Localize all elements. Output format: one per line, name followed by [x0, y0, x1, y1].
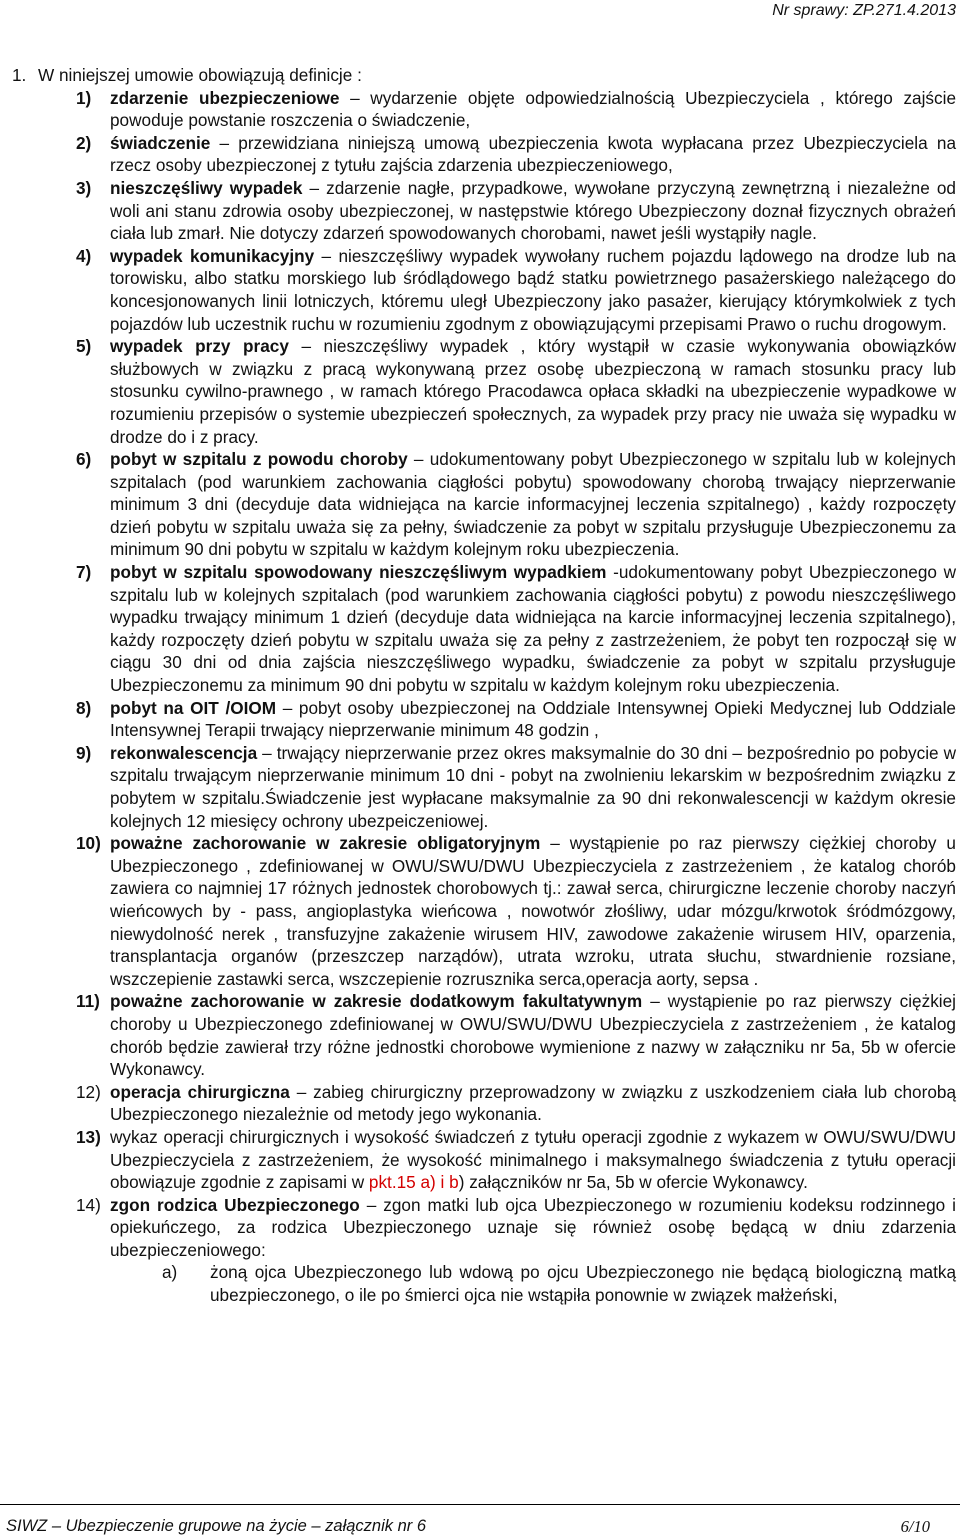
item-text	[110, 245, 956, 335]
item-term: pobyt w szpitalu z powodu choroby	[110, 449, 408, 470]
item-definition: – nieszczęśliwy wypadek , który wystąpił w czasie wykonywania obowiązków służbowych w związku z pracą wykonywaną przez osobę ubezpieczoną w ramach stosunku pracy lub stosunku cywilno-prawnego , w ramach którego Pracodawca opłaca składki na ubezpieczenie wypadkowe w rozumieniu przepisów o systemie ubezpieczeń społecznych, za wypadek przy pracy nie uważa się wypadku w drodze do i z pracy.	[110, 336, 956, 447]
definition-item	[0, 1081, 956, 1126]
item-definition: -udokumentowany pobyt Ubezpieczonego w szpitalu lub w kolejnych szpitalach (pod warunkiem zachowania ciągłości pobytu) z powodu nieszczęśliwego wypadku trwający minimum 1 dzień (decyduje data widniejąca na karcie informacyjnej leczenia szpitalnego), każdy rozpoczęty dzień pobytu w szpitalu uważa się za pełny z zastrzeżeniem, że pobyt ten rozpoczął się w ciągu 30 dni od dnia zajścia nieszczęśliwego wypadku, świadczenie za pobyt w szpitalu przysługuje Ubezpieczonemu za minimum 90 dni pobytu w szpitalu w każdym kolejnym roku ubezpieczenia.	[110, 562, 957, 696]
item-term: poważne zachorowanie w zakresie dodatkowym fakultatywnym	[110, 991, 643, 1012]
item-definition-continued: ) załączników nr 5a, 5b w ofercie Wykonawcy.	[458, 1172, 808, 1193]
document-body	[0, 64, 956, 1307]
item-number: 2)	[76, 132, 92, 153]
item-text	[110, 697, 956, 742]
item-text	[110, 335, 956, 448]
definition-item	[0, 990, 956, 1080]
page-number: 6/10	[900, 1517, 930, 1536]
definition-item	[0, 561, 956, 697]
item-definition: – udokumentowany pobyt Ubezpieczonego w szpitalu lub w kolejnych szpitalach (pod warunkiem zachowania ciągłości pobytu) spowodowany chorobą trwający nieprzerwanie minimum 3 dni (decyduje data widniejąca na karcie informacyjnej leczenia szpitalnego) , każdy rozpoczęty dzień pobytu w szpitalu uważa się za pełny, świadczenie za pobyt w szpitalu przysługuje Ubezpieczonemu za minimum 90 dni pobytu w szpitalu w każdym kolejnym roku ubezpieczenia.	[110, 449, 956, 560]
item-definition: – wydarzenie objęte odpowiedzialnością Ubezpieczyciela , którego zajście powoduje powstanie roszczenia o świadczenie,	[110, 87, 956, 131]
item-definition: – wystąpienie po raz pierwszy ciężkiej choroby u Ubezpieczonego , zdefiniowanej w OWU/SWU/DWU Ubezpieczyciela z zastrzeżeniem , że katalog chorób zawiera co najmniej 17 różnych jednostek chorobowych tj.: zawał serca, chirurgiczne leczenie choroby naczyń wieńcowych by - pass, angioplastyka wieńcowa , nowotwór złośliwy, udar mózgu/krwotok śródmózgowy, niewydolność nerek , transfuzyjne zakażenie wirusem HIV, zawodowe zakażenie wirusem HIV, oparzenia, transplantacja organów (przeszczep narządów), utrata wzroku, utrata słuchu, stwardnienie rozsiane, wszczepienie zastawki serca, wszczepienie rozrusznika serca,operacja aorty, sepsa .	[110, 833, 956, 989]
item-number: 14)	[76, 1194, 101, 1215]
item-term: zdarzenie ubezpieczeniowe	[110, 87, 340, 108]
item-definition: – zgon matki lub ojca Ubezpieczonego w rozumieniu kodeksu rodzinnego i opiekuńczego, za rodzica Ubezpieczonego uznaje się również osobę będącą w dniu zdarzenia ubezpieczeniowego:	[110, 1194, 957, 1260]
item-number: 5)	[76, 336, 92, 357]
sub-item-letter: a)	[162, 1262, 178, 1283]
item-term: wypadek komunikacyjny	[110, 245, 315, 266]
item-number: 11)	[76, 991, 100, 1012]
item-number: 1)	[76, 87, 92, 108]
sub-item	[162, 1261, 956, 1306]
item-term: operacja chirurgiczna	[110, 1081, 290, 1102]
item-term: rekonwalescencja	[110, 742, 258, 763]
item-text	[110, 832, 956, 990]
item-text	[110, 87, 956, 132]
item-term: pobyt na OIT /OIOM	[110, 697, 277, 718]
item-definition: – pobyt osoby ubezpieczonej na Oddziale Intensywnej Opieki Medycznej lub Oddziale Intensywnej Terapii trwający nieprzerwanie minimum 48 godzin ,	[110, 697, 956, 741]
item-number: 3)	[76, 177, 92, 198]
item-number: 7)	[76, 562, 92, 583]
sub-item-text: żoną ojca Ubezpieczonego lub wdową po ojcu Ubezpieczonego nie będącą biologiczną matką ubezpieczonego, o ile po śmierci ojca nie wstąpiła ponownie w związek małżeński,	[210, 1262, 956, 1306]
definition-item	[0, 832, 956, 990]
item-definition: – nieszczęśliwy wypadek wywołany ruchem pojazdu lądowego na drodze lub na torowisku, albo statku morskiego lub śródlądowego bądź statku powietrznego pasażerskiego należącego do koncesjonowanych linii lotniczych, któremu uległ Ubezpieczony jako pasażer, kierujący którymkolwiek z tych pojazdów lub uczestnik ruchu w rozumieniu zgodnym z obowiązującymi przepisami Prawo o ruchu drogowym.	[110, 245, 956, 334]
definition-item	[0, 742, 956, 832]
section-number: 1.	[12, 65, 27, 85]
definitions-list	[0, 87, 956, 1262]
item-number: 12)	[76, 1081, 101, 1102]
item-definition: – zdarzenie nagłe, przypadkowe, wywołane przyczyną zewnętrzną i niezależne od woli ani stanu zdrowia osoby ubezpieczonej, w następstwie którego Ubezpieczony doznał fizycznych obrażeń ciała lub zmarł. Nie dotyczy zdarzeń spowodowanych chorobami, nawet jeśli wystąpiły nagle.	[110, 177, 956, 244]
item-term: poważne zachorowanie w zakresie obligatoryjnym	[110, 833, 541, 854]
item-term: nieszczęśliwy wypadek	[110, 177, 303, 198]
item-number: 9)	[76, 742, 92, 763]
item-definition: – przewidziana niniejszą umową ubezpieczenia kwota wypłacana przez Ubezpieczyciela na rzecz osoby ubezpieczonej z tytułu zajścia zdarzenia ubezpieczeniowego,	[110, 132, 956, 176]
section-title: W niniejszej umowie obowiązują definicje :	[38, 65, 362, 85]
definition-item	[0, 335, 956, 448]
definition-item	[0, 177, 956, 245]
item-definition: – trwający nieprzerwanie przez okres maksymalnie do 30 dni – bezpośrednio po pobycie w szpitalu trwającym nieprzerwanie minimum 10 dni - pobyt na zwolnieniu lekarskim w bezpośrednim związku z pobytem w szpitalu.Świadczenie jest wypłacane maksymalnie za 90 dni rekonwalescencji w każdym okresie kolejnych 12 miesięcy ochrony ubezpeiczeniowej.	[110, 742, 956, 831]
item-text	[110, 1194, 956, 1262]
section-intro	[12, 64, 956, 87]
item-number: 10)	[76, 833, 101, 854]
definition-item	[0, 132, 956, 177]
definition-item	[0, 245, 956, 335]
case-number: Nr sprawy: ZP.271.4.2013	[772, 2, 956, 19]
item-text	[110, 1081, 956, 1126]
item-text	[110, 177, 956, 245]
item-term: zgon rodzica Ubezpieczonego	[110, 1194, 360, 1215]
definition-item	[0, 697, 956, 742]
item-reference: pkt.15 a) i b	[368, 1172, 459, 1193]
item-text	[110, 448, 956, 561]
item-definition: – zabieg chirurgiczny przeprowadzony w związku z uszkodzeniem ciała lub chorobą Ubezpieczonego niezależnie od metody jego wykonania.	[110, 1081, 957, 1125]
sub-list	[0, 1261, 956, 1306]
footer-title: SIWZ – Ubezpieczenie grupowe na życie – załącznik nr 6	[6, 1517, 427, 1535]
item-definition: – wystąpienie po raz pierwszy ciężkiej choroby u Ubezpieczonego zdefiniowanej w OWU/SWU/DWU Ubezpieczyciela z zastrzeżeniem , że katalog chorób będzie zawierał trzy różne jednostki chorobowe wymienione z nazwy w załączniku nr 5a, 5b w ofercie Wykonawcy.	[110, 991, 956, 1080]
item-number: 6)	[76, 449, 92, 470]
item-number: 8)	[76, 697, 92, 718]
definition-item	[0, 87, 956, 132]
page-footer	[0, 1504, 960, 1536]
item-text	[110, 742, 956, 832]
item-text	[110, 561, 956, 697]
item-number: 13)	[76, 1126, 101, 1147]
item-term: pobyt w szpitalu spowodowany nieszczęśliwym wypadkiem	[110, 562, 607, 583]
item-term: świadczenie	[110, 132, 211, 153]
definition-item	[0, 1194, 956, 1262]
definition-item	[0, 448, 956, 561]
item-term: wypadek przy pracy	[110, 336, 289, 357]
item-definition: wykaz operacji chirurgicznych i wysokość świadczeń z tytułu operacji zgodnie z wykazem w OWU/SWU/DWU Ubezpieczyciela z zastrzeżeniem, że wysokość minimalnego i maksymalnego świadczenia z tytułu operacji obowiązuje zgodnie z zapisami w	[110, 1126, 956, 1193]
item-text	[110, 132, 956, 177]
item-text	[110, 1126, 956, 1194]
item-number: 4)	[76, 245, 92, 266]
definition-item	[0, 1126, 956, 1194]
item-text	[110, 990, 956, 1080]
